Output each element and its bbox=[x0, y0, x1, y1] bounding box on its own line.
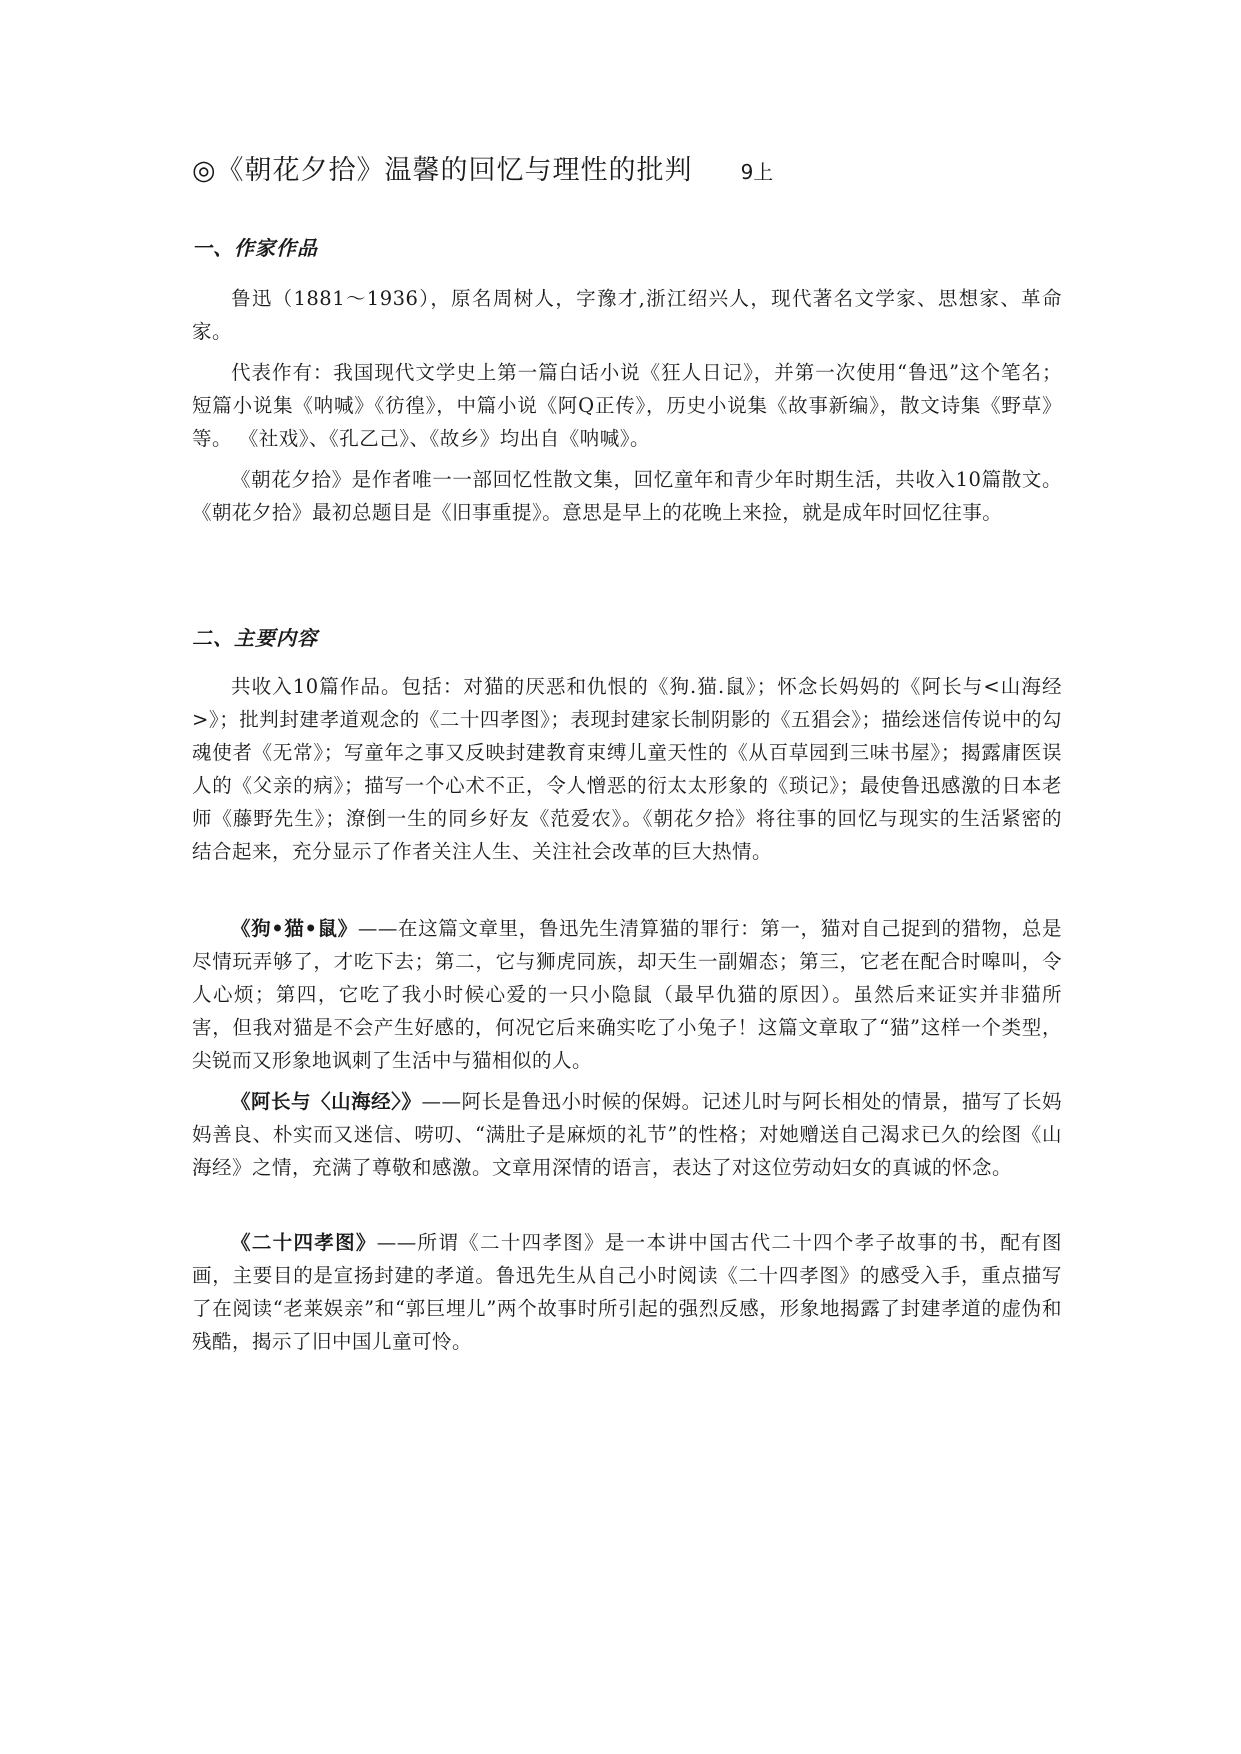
entry-text: ——阿长是鲁迅小时候的保姆。记述儿时与阿长相处的情景，描写了长妈妈善良、朴实而又迷信、唠叨、“满肚子是麻烦的礼节”的性格；对她赠送自己渴求已久的绘图《山海经》之情，充满了尊敬和感激。文章用深情的语言，表达了对这位劳动妇女的真诚的怀念。 bbox=[192, 1090, 1062, 1179]
paragraph-author-bio: 鲁迅（1881～1936），原名周树人，字豫才,浙江绍兴人，现代著名文学家、思想家、革命家。 bbox=[192, 287, 1062, 343]
entry-title: 《狗•猫•鼠》 bbox=[231, 917, 358, 940]
paragraph-representative-works: 代表作有：我国现代文学史上第一篇白话小说《狂人日记》，并第一次使用“鲁迅”这个笔名；短篇小说集《呐喊》《彷徨》，中篇小说《阿Q正传》，历史小说集《故事新编》，散文诗集《野草》等。 《社戏》、《孔乙己》、《故乡》均出自《呐喊》。 bbox=[192, 361, 1062, 450]
entry-title: 《阿长与〈山海经〉》 bbox=[231, 1090, 422, 1113]
document-title bbox=[192, 148, 1062, 187]
paragraph-collection-intro: 《朝花夕拾》是作者唯一一部回忆性散文集，回忆童年和青少年时期生活，共收入10篇散文。《朝花夕拾》最初总题目是《旧事重提》。意思是早上的花晚上来捡，就是成年时回忆往事。 bbox=[192, 468, 1062, 524]
paragraph-entry-dog-cat-mouse bbox=[192, 912, 1062, 1077]
grade-label: 9上 bbox=[740, 160, 774, 184]
entry-title: 《二十四孝图》 bbox=[231, 1231, 377, 1254]
title-text: ◎《朝花夕拾》温馨的回忆与理性的批判 bbox=[192, 155, 693, 186]
entry-text: ——所谓《二十四孝图》是一本讲中国古代二十四个孝子故事的书，配有图画，主要目的是宣扬封建的孝道。鲁迅先生从自己小时阅读《二十四孝图》的感受入手，重点描写了在阅读“老莱娱亲”和“郭巨埋儿”两个故事时所引起的强烈反感，形象地揭露了封建孝道的虚伪和残酷，揭示了旧中国儿童可怜。 bbox=[192, 1231, 1062, 1353]
entry-text: ——在这篇文章里，鲁迅先生清算猫的罪行：第一，猫对自己捉到的猎物，总是尽情玩弄够了，才吃下去；第二，它与狮虎同族，却天生一副媚态；第三，它老在配合时嗥叫，令人心烦；第四，它吃了我小时候心爱的一只小隐鼠（最早仇猫的原因）。虽然后来证实并非猫所害，但我对猫是不会产生好感的，何况它后来确实吃了小兔子！这篇文章取了“猫”这样一个类型，尖锐而又形象地讽刺了生活中与猫相似的人。 bbox=[192, 917, 1062, 1072]
section-heading-main-content: 二、主要内容 bbox=[192, 626, 318, 650]
paragraph-entry-twenty-four-filial bbox=[192, 1226, 1062, 1358]
section-heading-author-works: 一、作家作品 bbox=[192, 236, 318, 260]
paragraph-content-overview: 共收入10篇作品。包括：对猫的厌恶和仇恨的《狗.猫.鼠》；怀念长妈妈的《阿长与<山海经>》；批判封建孝道观念的《二十四孝图》；表现封建家长制阴影的《五猖会》；描绘迷信传说中的勾魂使者《无常》；写童年之事又反映封建教育束缚儿童天性的《从百草园到三味书屋》；揭露庸医误人的《父亲的病》；描写一个心术不正，令人憎恶的衍太太形象的《琐记》；最使鲁迅感激的日本老师《藤野先生》；潦倒一生的同乡好友《范爱农》。《朝花夕拾》将往事的回忆与现实的生活紧密的结合起来，充分显示了作者关注人生、关注社会改革的巨大热情。 bbox=[192, 675, 1062, 863]
paragraph-entry-a-chang bbox=[192, 1085, 1062, 1184]
